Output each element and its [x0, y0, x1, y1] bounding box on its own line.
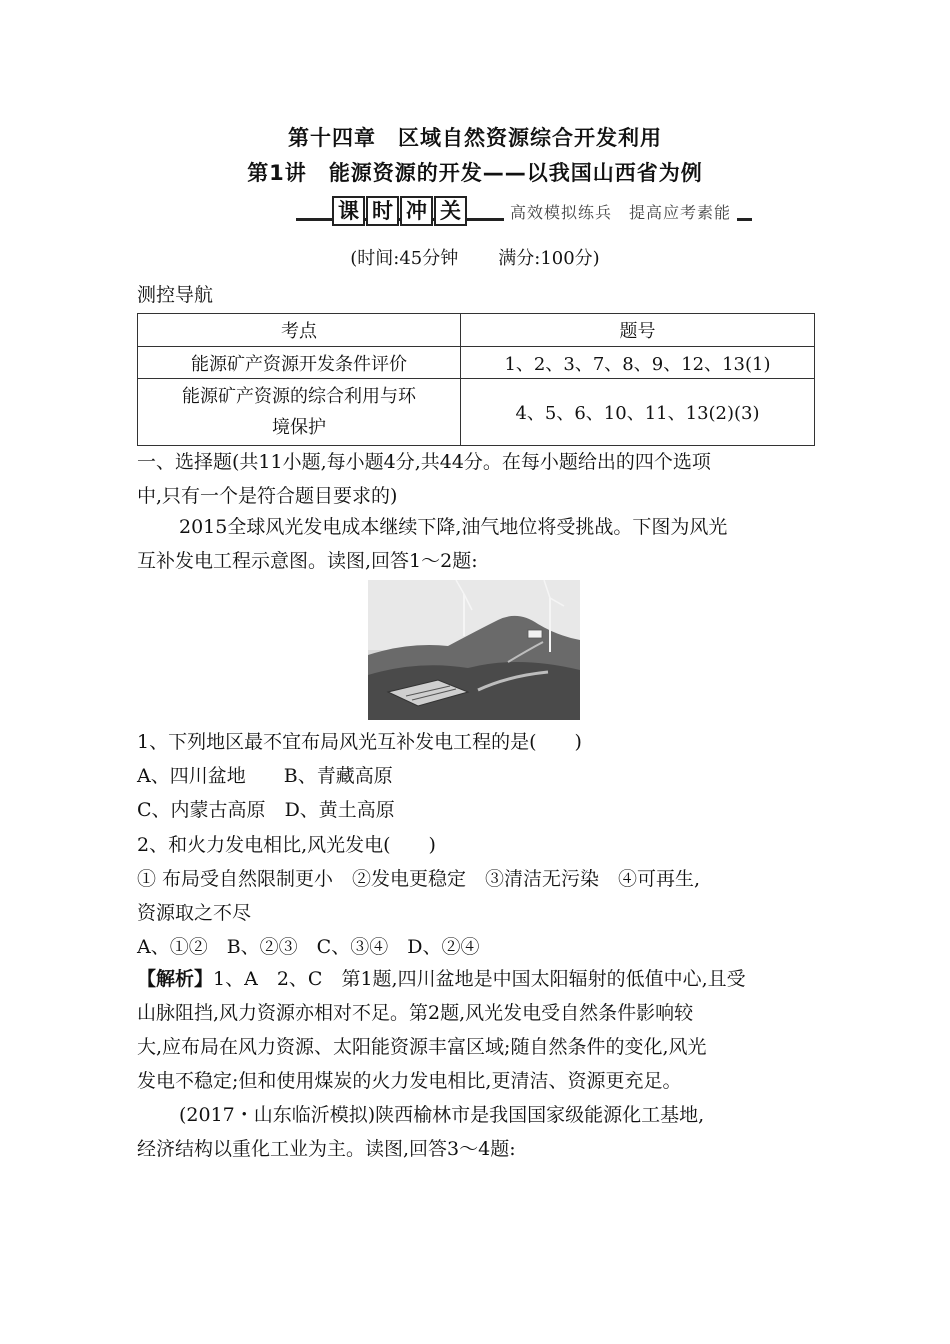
question-intro: [137, 510, 827, 578]
table-row: [138, 379, 815, 446]
table-row: [138, 347, 815, 379]
question-stem: 1、下列地区最不宜布局风光互补发电工程的是( ): [137, 731, 582, 753]
banner-char-box: 关: [434, 196, 467, 226]
banner-char-box: 课: [332, 196, 365, 226]
lecture-title: [0, 157, 950, 187]
option-c: C、内蒙古高原: [137, 799, 266, 821]
full-score: 满分:100分): [498, 248, 600, 269]
section-heading: [137, 445, 827, 513]
text-line: [137, 962, 827, 996]
text-line: 大,应布局在风力资源、太阳能资源丰富区域;随自然条件的变化,风光: [137, 1036, 707, 1058]
section-banner: [296, 196, 752, 226]
banner-slogan: 高效模拟练兵 提高应考素能: [504, 200, 737, 223]
table-header-row: [138, 314, 815, 347]
table-cell-questions: 4、5、6、10、11、13(2)(3): [461, 379, 815, 446]
option-row: [137, 793, 827, 827]
table-cell-topic: 能源矿产资源开发条件评价: [138, 347, 461, 379]
question-1: [137, 725, 827, 827]
option-row: A、①② B、②③ C、③④ D、②④: [137, 936, 480, 958]
chapter-number: 第十四章: [288, 126, 376, 150]
text-line: 山脉阻挡,风力资源亦相对不足。第2题,风光发电受自然条件影响较: [137, 1002, 694, 1024]
text-line: 发电不稳定;但和使用煤炭的火力发电相比,更清洁、资源更充足。: [137, 1070, 682, 1092]
analysis-text: 1、A 2、C 第1题,四川盆地是中国太阳辐射的低值中心,且受: [213, 968, 746, 990]
nav-label: 测控导航: [137, 284, 214, 306]
topic-line: 境保护: [272, 417, 326, 438]
text-line: 互补发电工程示意图。读图,回答1～2题:: [137, 550, 478, 572]
time-limit: (时间:45分钟: [350, 248, 459, 269]
text-line: 中,只有一个是符合题目要求的): [137, 485, 398, 507]
chapter-title: [0, 122, 950, 152]
time-score-line: [0, 244, 950, 270]
text-line: 一、选择题(共11小题,每小题4分,共44分。在每小题给出的四个选项: [137, 451, 711, 473]
text-line: 2015全球风光发电成本继续下降,油气地位将受挑战。下图为风光: [179, 516, 728, 538]
option-a: A、四川盆地: [137, 765, 246, 787]
table-cell-questions: 1、2、3、7、8、9、12、13(1): [461, 347, 815, 379]
table-header: 考点: [138, 314, 461, 347]
banner-char-box: 时: [366, 196, 399, 226]
wind-solar-photo: [368, 580, 580, 720]
analysis-label: 【解析】: [137, 968, 214, 990]
question-intro: [137, 1098, 827, 1166]
chapter-name: 区域自然资源综合开发利用: [398, 126, 662, 150]
banner-char-box: 冲: [400, 196, 433, 226]
topic-line: 能源矿产资源的综合利用与环: [182, 386, 416, 407]
option-d: D、黄土高原: [284, 799, 395, 821]
option-row: [137, 759, 827, 793]
option-b: B、青藏高原: [283, 765, 393, 787]
analysis: [137, 962, 827, 1098]
text-line: 资源取之不尽: [137, 902, 252, 924]
table-cell-topic: [138, 379, 461, 446]
question-stem: 2、和火力发电相比,风光发电( ): [137, 834, 436, 856]
lecture-name: 能源资源的开发——以我国山西省为例: [328, 161, 703, 185]
question-2: [137, 828, 827, 964]
nav-table: [137, 313, 815, 446]
table-header: 题号: [461, 314, 815, 347]
text-line: (2017・山东临沂模拟)陕西榆林市是我国国家级能源化工基地,: [179, 1104, 705, 1126]
text-line: ① 布局受自然限制更小 ②发电更稳定 ③清洁无污染 ④可再生,: [137, 868, 701, 890]
text-line: 经济结构以重化工业为主。读图,回答3～4题:: [137, 1138, 516, 1160]
lecture-number: 第1讲: [247, 161, 307, 185]
